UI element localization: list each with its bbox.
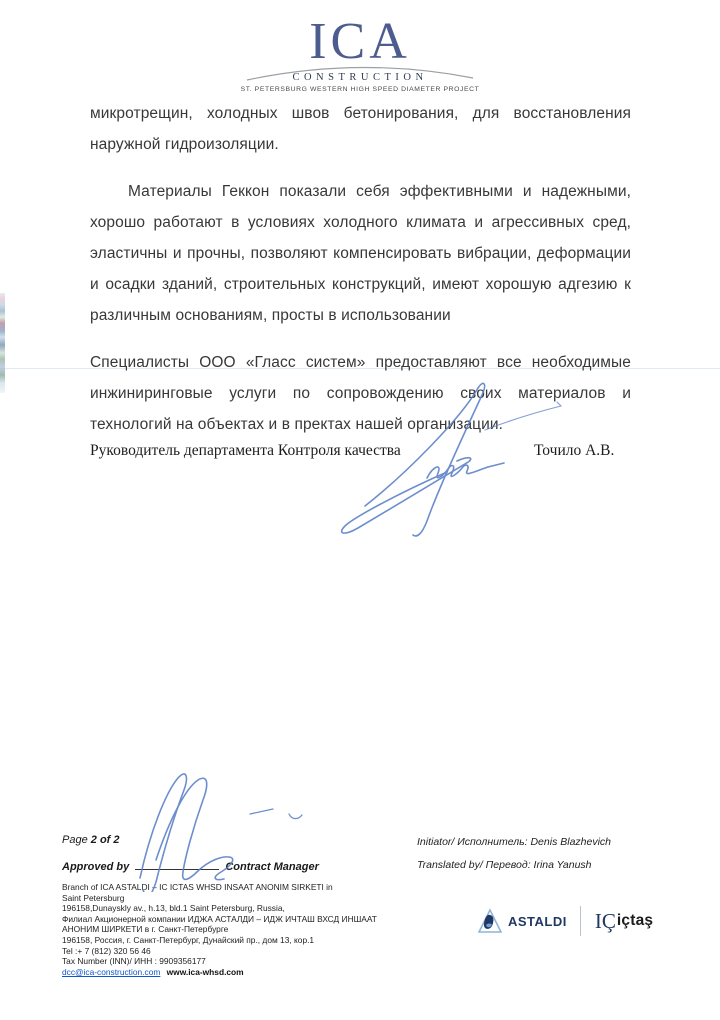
handwritten-signature bbox=[335, 378, 567, 538]
ictas-logo-mark: IÇ bbox=[594, 908, 616, 933]
astaldi-logo-icon bbox=[478, 908, 502, 934]
company-address-block bbox=[62, 882, 377, 977]
partner-logos bbox=[478, 906, 653, 936]
approved-by-label: Approved by bbox=[62, 861, 130, 873]
page-value: 2 of 2 bbox=[90, 834, 120, 846]
company-logo: ICA bbox=[309, 13, 411, 70]
logo-subtitle: CONSTRUCTION bbox=[292, 72, 428, 83]
approval-signature bbox=[98, 770, 348, 892]
translator-label: Translated by/ Перевод: Irina Yanush bbox=[417, 859, 592, 871]
address-line: Saint Petersburg bbox=[62, 892, 125, 903]
address-line: Филиал Акционерной компании ИДЖА АСТАЛДИ – ИДЖ ИЧТАШ ВХСД ИНШААТ bbox=[62, 913, 377, 924]
address-line: 196158,Dunayskly av., h.13, bld.1 Saint Petersburg, Russia, bbox=[62, 903, 285, 914]
address-line: АНОНИМ ШИРКЕТИ в г. Санкт-Петербурге bbox=[62, 924, 229, 935]
website-url: www.ica-whsd.com bbox=[166, 966, 244, 977]
address-line: 196158, Россия, г. Санкт-Петербург, Дунайский пр., дом 13, кор.1 bbox=[62, 934, 315, 945]
address-line: Branch of ICA ASTALDI – IC ICTAS WHSD INSAAT ANONIM SIRKETI in bbox=[62, 882, 333, 892]
approved-role-label: Contract Manager bbox=[225, 861, 319, 873]
company-letterhead bbox=[0, 14, 720, 93]
email-link[interactable]: dcc@ica-construction.com bbox=[62, 966, 161, 977]
paragraph-3: Специалисты ООО «Гласс систем» предоставляют все необходимые инжиниринговые услуги по сопровождению своих материалов и технологий на объектах и в пректах нашей организации. bbox=[90, 354, 631, 433]
ictas-logo-text: içtaş bbox=[616, 912, 654, 929]
logo-tagline: ST. PETERSBURG WESTERN HIGH SPEED DIAMETER PROJECT bbox=[240, 86, 480, 93]
page-label: Page bbox=[62, 834, 88, 846]
initiator-label: Initiator/ Исполнитель: Denis Blazhevich bbox=[417, 836, 612, 848]
paragraph-1: микротрещин, холодных швов бетонирования, для восстановления наружной гидроизоляции. bbox=[90, 105, 631, 153]
signatory-name: Точило А.В. bbox=[534, 442, 615, 459]
astaldi-logo-text: ASTALDI bbox=[508, 913, 567, 929]
paragraph-2: Материалы Геккон показали себя эффективными и надежными, хорошо работают в условиях холодного климата и агрессивных сред, эластичны и прочны, позволяют компенсировать вибрации, деформации и осадки зданий, строительных конструкций, имеют хорошую адгезию к различным основаниям, просты в использовании bbox=[90, 183, 631, 324]
address-phone: Tel :+ 7 (812) 320 56 46 bbox=[62, 945, 151, 956]
signatory-title: Руководитель департамента Контроля качества bbox=[90, 442, 401, 459]
scan-artifact-strip bbox=[0, 293, 5, 393]
logo-divider bbox=[580, 906, 581, 936]
address-tax-number: Tax Number (INN)/ ИНН : 9909356177 bbox=[62, 956, 206, 967]
